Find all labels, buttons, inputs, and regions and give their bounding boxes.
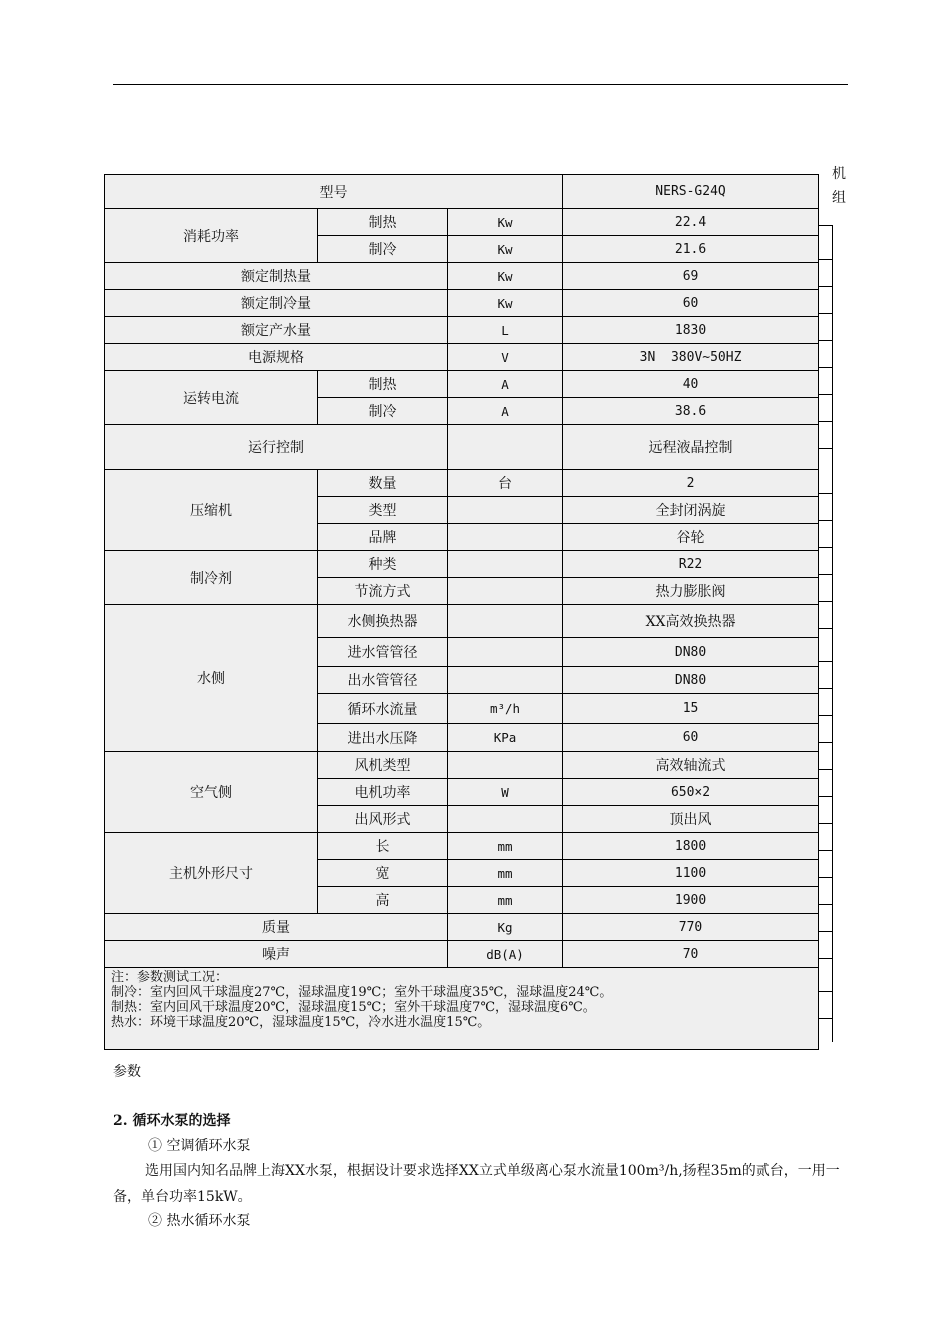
dims-w-unit: mm — [448, 860, 563, 887]
dims-h-unit: mm — [448, 887, 563, 914]
refrigerant-throttle-value: 热力膨胀阀 — [563, 578, 819, 605]
dims-w-value: 1100 — [563, 860, 819, 887]
table-row — [105, 941, 819, 968]
power-cool-unit: Kw — [448, 236, 563, 263]
side-char-2: 组 — [832, 190, 846, 206]
current-heat-unit: A — [448, 371, 563, 398]
power-group: 消耗功率 — [105, 209, 318, 263]
air-outlet-unit-empty — [448, 806, 563, 833]
air-motor-label: 电机功率 — [318, 779, 448, 806]
compressor-qty-unit: 台 — [448, 470, 563, 497]
water-outlet-unit-empty — [448, 667, 563, 694]
rated-heat-value: 69 — [563, 263, 819, 290]
air-outlet-value: 顶出风 — [563, 806, 819, 833]
table-row — [105, 175, 819, 209]
water-inlet-value: DN80 — [563, 638, 819, 667]
air-motor-value: 650×2 — [563, 779, 819, 806]
dims-l-label: 长 — [318, 833, 448, 860]
water-drop-value: 60 — [563, 724, 819, 752]
dims-l-unit: mm — [448, 833, 563, 860]
list-item-ac-pump: ① 空调循环水泵 — [148, 1138, 251, 1154]
water-hx-unit-empty — [448, 605, 563, 638]
water-flow-label: 循环水流量 — [318, 694, 448, 724]
dims-h-label: 高 — [318, 887, 448, 914]
side-char-1: 机 — [832, 166, 846, 182]
dims-l-value: 1800 — [563, 833, 819, 860]
dims-group: 主机外形尺寸 — [105, 833, 318, 914]
water-inlet-unit-empty — [448, 638, 563, 667]
water-hx-label: 水侧换热器 — [318, 605, 448, 638]
side-stripes — [818, 225, 834, 1042]
compressor-qty-label: 数量 — [318, 470, 448, 497]
compressor-group: 压缩机 — [105, 470, 318, 551]
model-label: 型号 — [105, 175, 563, 209]
table-row — [105, 209, 819, 236]
compressor-type-value: 全封闭涡旋 — [563, 497, 819, 524]
air-motor-unit: W — [448, 779, 563, 806]
table-row — [105, 752, 819, 779]
power-cool-value: 21.6 — [563, 236, 819, 263]
rated-water-label: 额定产水量 — [105, 317, 448, 344]
pump-paragraph: 选用国内知名品牌上海XX水泵，根据设计要求选择XX立式单级离心泵水流量100m³/h,扬程35m的贰台，一用一备，单台功率15kW。 — [113, 1163, 840, 1205]
water-side-group: 水侧 — [105, 605, 318, 752]
power-spec-unit: V — [448, 344, 563, 371]
refrigerant-kind-label: 种类 — [318, 551, 448, 578]
table-row — [105, 263, 819, 290]
water-drop-label: 进出水压降 — [318, 724, 448, 752]
air-fan-label: 风机类型 — [318, 752, 448, 779]
air-fan-value: 高效轴流式 — [563, 752, 819, 779]
compressor-type-unit-empty — [448, 497, 563, 524]
refrigerant-kind-unit-empty — [448, 551, 563, 578]
rated-cool-value: 60 — [563, 290, 819, 317]
power-heat-value: 22.4 — [563, 209, 819, 236]
control-unit-empty — [448, 425, 563, 470]
table-caption: 参数 — [113, 1064, 141, 1080]
dims-h-value: 1900 — [563, 887, 819, 914]
water-drop-unit: KPa — [448, 724, 563, 752]
current-group: 运转电流 — [105, 371, 318, 425]
note-line: 热水：环境干球温度20℃，湿球温度15℃，冷水进水温度15℃。 — [111, 1015, 491, 1030]
note-line: 注：参数测试工况： — [111, 970, 229, 985]
power-heat-unit: Kw — [448, 209, 563, 236]
air-fan-unit-empty — [448, 752, 563, 779]
table-row — [105, 317, 819, 344]
air-side-group: 空气侧 — [105, 752, 318, 833]
current-cool-label: 制冷 — [318, 398, 448, 425]
table-row — [105, 551, 819, 578]
water-flow-unit: m³/h — [448, 694, 563, 724]
rated-cool-unit: Kw — [448, 290, 563, 317]
compressor-brand-value: 谷轮 — [563, 524, 819, 551]
rated-cool-label: 额定制冷量 — [105, 290, 448, 317]
control-value: 远程液晶控制 — [563, 425, 819, 470]
compressor-qty-value: 2 — [563, 470, 819, 497]
dims-w-label: 宽 — [318, 860, 448, 887]
refrigerant-throttle-unit-empty — [448, 578, 563, 605]
rated-heat-unit: Kw — [448, 263, 563, 290]
current-cool-unit: A — [448, 398, 563, 425]
noise-label: 噪声 — [105, 941, 448, 968]
table-row — [105, 470, 819, 497]
table-row — [105, 968, 819, 1050]
noise-unit: dB(A) — [448, 941, 563, 968]
test-conditions-note — [105, 968, 819, 1050]
water-inlet-label: 进水管管径 — [318, 638, 448, 667]
spec-table — [104, 174, 819, 1050]
rated-water-value: 1830 — [563, 317, 819, 344]
current-cool-value: 38.6 — [563, 398, 819, 425]
header-rule — [113, 84, 848, 85]
power-cool-label: 制冷 — [318, 236, 448, 263]
model-value: NERS-G24Q — [563, 175, 819, 209]
rated-water-unit: L — [448, 317, 563, 344]
table-row — [105, 290, 819, 317]
compressor-brand-unit-empty — [448, 524, 563, 551]
control-label: 运行控制 — [105, 425, 448, 470]
noise-value: 70 — [563, 941, 819, 968]
power-heat-label: 制热 — [318, 209, 448, 236]
water-outlet-label: 出水管管径 — [318, 667, 448, 694]
power-spec-value: 3N 380V~50HZ — [563, 344, 819, 371]
note-line: 制冷：室内回风干球温度27℃，湿球温度19℃；室外干球温度35℃，湿球温度24℃。 — [111, 985, 613, 1000]
weight-value: 770 — [563, 914, 819, 941]
current-heat-value: 40 — [563, 371, 819, 398]
table-row — [105, 833, 819, 860]
air-outlet-label: 出风形式 — [318, 806, 448, 833]
water-flow-value: 15 — [563, 694, 819, 724]
weight-unit: Kg — [448, 914, 563, 941]
water-outlet-value: DN80 — [563, 667, 819, 694]
compressor-type-label: 类型 — [318, 497, 448, 524]
refrigerant-group: 制冷剂 — [105, 551, 318, 605]
refrigerant-throttle-label: 节流方式 — [318, 578, 448, 605]
note-line: 制热：室内回风干球温度20℃，湿球温度15℃；室外干球温度7℃，湿球温度6℃。 — [111, 1000, 596, 1015]
table-row — [105, 371, 819, 398]
table-row — [105, 914, 819, 941]
weight-label: 质量 — [105, 914, 448, 941]
table-row — [105, 425, 819, 470]
water-hx-value: XX高效换热器 — [563, 605, 819, 638]
current-heat-label: 制热 — [318, 371, 448, 398]
rated-heat-label: 额定制热量 — [105, 263, 448, 290]
refrigerant-kind-value: R22 — [563, 551, 819, 578]
list-item-hot-water-pump: ② 热水循环水泵 — [148, 1213, 251, 1229]
table-row — [105, 344, 819, 371]
table-row — [105, 605, 819, 638]
power-spec-label: 电源规格 — [105, 344, 448, 371]
section-heading: 2. 循环水泵的选择 — [113, 1113, 231, 1129]
compressor-brand-label: 品牌 — [318, 524, 448, 551]
